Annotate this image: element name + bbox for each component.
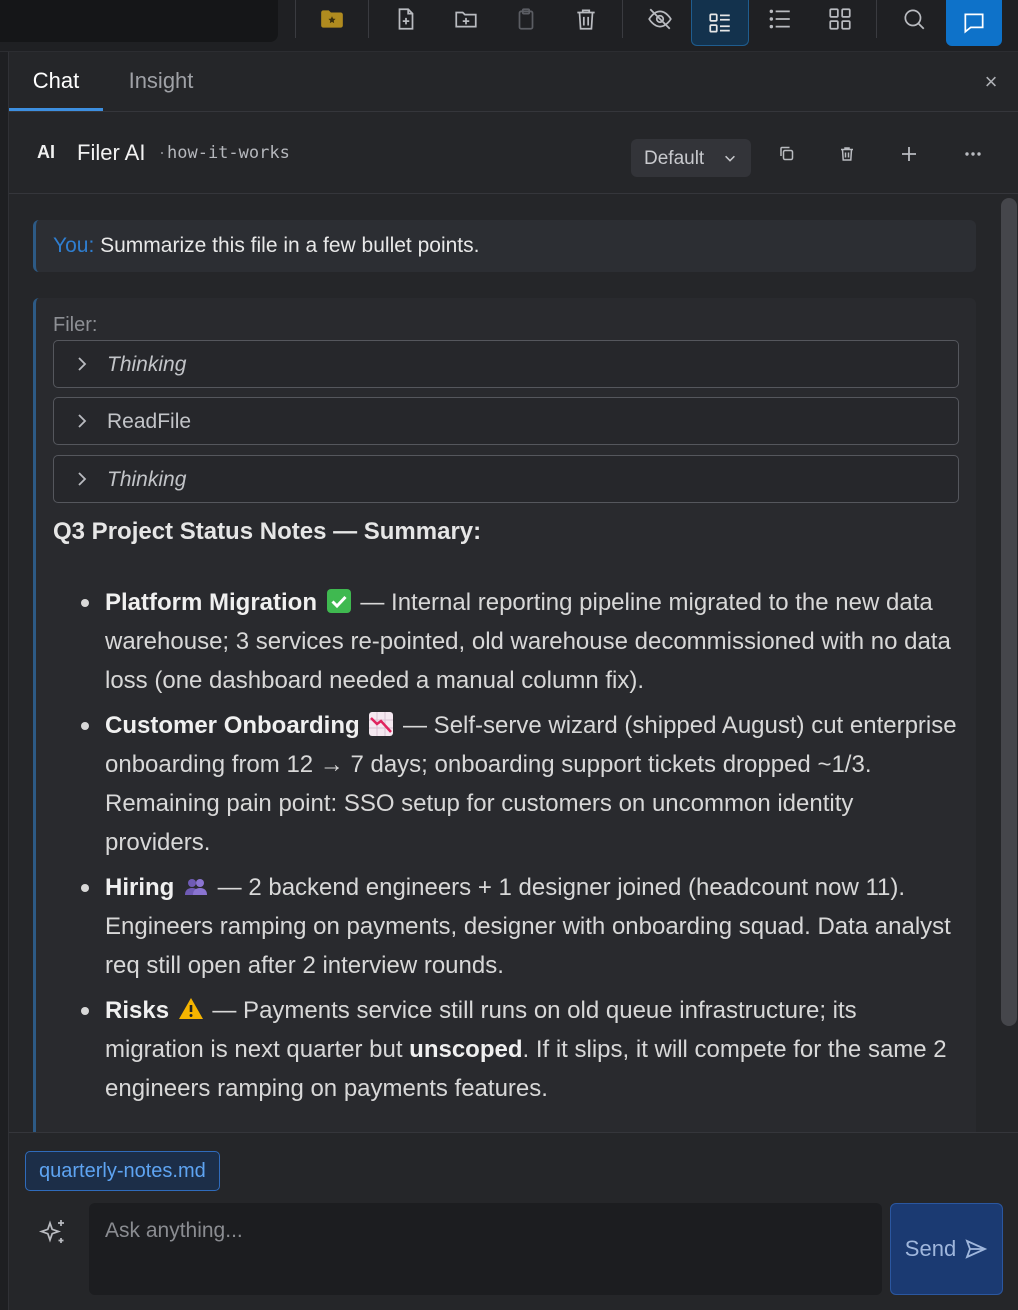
check-mark-icon xyxy=(326,588,352,614)
chevron-right-icon xyxy=(74,355,90,373)
chat-footer xyxy=(9,1132,1018,1310)
summary-bullets xyxy=(81,583,961,1114)
panel-tabs xyxy=(9,52,1018,112)
user-label: You: xyxy=(53,234,95,257)
toolbar-divider xyxy=(876,0,877,38)
send-button[interactable] xyxy=(890,1203,1003,1295)
trash-icon[interactable] xyxy=(833,140,861,168)
bullet-emphasis: unscoped xyxy=(409,1036,523,1063)
tab-chat[interactable]: Chat xyxy=(9,52,103,111)
folder-star-icon[interactable] xyxy=(310,0,354,38)
search-icon[interactable] xyxy=(892,0,936,38)
top-toolbar xyxy=(0,0,1018,52)
toolbar-divider xyxy=(295,0,296,38)
new-file-icon[interactable] xyxy=(384,0,428,38)
bullet-title: Risks xyxy=(105,997,170,1024)
message-list[interactable] xyxy=(9,194,1018,1132)
toolbar-divider xyxy=(368,0,369,38)
summary-title: Q3 Project Status Notes — Summary: xyxy=(53,518,482,545)
thinking-step[interactable] xyxy=(53,340,959,388)
bullet-title: Customer Onboarding xyxy=(105,712,360,739)
user-message-text: Summarize this file in a few bullet points. xyxy=(100,234,480,257)
step-label: Thinking xyxy=(107,353,187,376)
chat-input[interactable] xyxy=(89,1203,882,1295)
trash-icon[interactable] xyxy=(564,0,608,38)
chat-icon[interactable] xyxy=(946,0,1002,46)
list-item xyxy=(81,868,961,985)
step-label: ReadFile xyxy=(107,410,192,433)
agent-separator: · xyxy=(159,142,165,162)
clipboard-icon[interactable] xyxy=(504,0,548,38)
tab-insight[interactable]: Insight xyxy=(128,68,194,93)
details-view-icon[interactable] xyxy=(691,0,749,46)
chat-header xyxy=(9,112,1018,194)
ai-message xyxy=(33,298,976,1132)
chat-panel xyxy=(8,52,1018,1310)
ai-badge: AI xyxy=(37,142,55,162)
bullet-title: Platform Migration xyxy=(105,589,318,616)
readfile-step[interactable] xyxy=(53,397,959,445)
user-message xyxy=(33,220,976,272)
bullet-text: . If it slips, it will compete for the same 2 engineers ramping on payments features. xyxy=(105,1036,947,1102)
mode-select[interactable] xyxy=(631,139,751,177)
bullet-text: — Internal reporting pipeline migrated to the new data warehouse; 3 services re-pointed, old warehouse decommissioned with no data loss (one dashboard needed a manual column fix). xyxy=(105,589,951,694)
send-icon xyxy=(964,1237,988,1261)
ai-label: Filer: xyxy=(53,314,98,336)
plus-icon[interactable] xyxy=(895,140,923,168)
chevron-right-icon xyxy=(74,470,90,488)
thinking-step[interactable] xyxy=(53,455,959,503)
more-icon[interactable] xyxy=(959,140,987,168)
chart-decreasing-icon xyxy=(368,711,394,737)
path-bar[interactable] xyxy=(0,0,278,42)
new-folder-icon[interactable] xyxy=(444,0,488,38)
list-item xyxy=(81,991,961,1108)
eye-off-icon[interactable] xyxy=(638,0,682,38)
list-item xyxy=(81,706,961,862)
scrollbar[interactable] xyxy=(1001,198,1017,1026)
bullet-text: — Payments service still runs on old queue infrastructure; its migration is next quarter but xyxy=(105,997,857,1063)
list-view-icon[interactable] xyxy=(758,0,802,38)
agent-context: how-it-works xyxy=(167,143,290,163)
copy-icon[interactable] xyxy=(773,140,801,168)
send-label: Send xyxy=(904,1236,957,1261)
chevron-down-icon xyxy=(723,151,737,165)
agent-name: Filer AI xyxy=(77,140,146,165)
toolbar-divider xyxy=(622,0,623,38)
bullet-text: — 2 backend engineers + 1 designer joined (headcount now 11). Engineers ramping on payments, designer with onboarding squad. Data analyst req still open after 2 interview rounds. xyxy=(105,874,951,979)
list-item xyxy=(81,583,961,700)
step-label: Thinking xyxy=(107,468,187,491)
bullet-text: — Self-serve wizard (shipped August) cut enterprise onboarding from 12 → 7 days; onboarding support tickets dropped ~1/3. Remaining pain point: SSO setup for customers on uncommon identity providers. xyxy=(105,712,957,856)
people-icon xyxy=(183,873,209,899)
bullet-title: Hiring xyxy=(105,874,175,901)
attached-file-chip[interactable]: quarterly-notes.md xyxy=(25,1151,220,1191)
warning-icon xyxy=(178,996,204,1022)
close-icon[interactable]: × xyxy=(984,69,998,94)
sparkle-icon[interactable] xyxy=(37,1217,69,1249)
mode-select-value: Default xyxy=(644,148,705,169)
chevron-right-icon xyxy=(74,412,90,430)
grid-view-icon[interactable] xyxy=(818,0,862,38)
